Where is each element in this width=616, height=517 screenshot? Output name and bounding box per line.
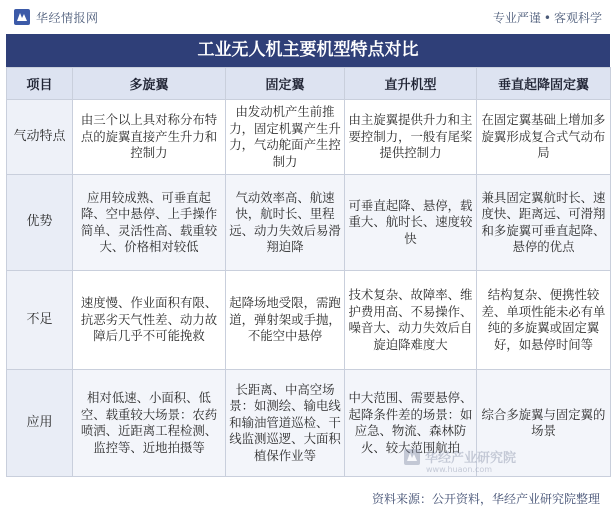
table-cell: 技术复杂、故障率、维护费用高、不易操作、噪音大、动力失效后自旋迫降难度大 bbox=[345, 271, 477, 370]
slogan-separator: • bbox=[543, 11, 551, 25]
table-cell: 由发动机产生前推力，固定机翼产生升力，气动舵面产生控制力 bbox=[226, 100, 345, 175]
table-header-row bbox=[7, 68, 611, 100]
comparison-table bbox=[6, 67, 611, 477]
table-title: 工业无人机主要机型特点对比 bbox=[6, 34, 610, 67]
source-note: 资料来源：公开资料，华经产业研究院整理 bbox=[371, 492, 600, 506]
table-row-aerodynamics bbox=[7, 100, 611, 175]
column-header-fixed-wing: 固定翼 bbox=[226, 68, 345, 100]
row-label: 气动特点 bbox=[7, 100, 73, 175]
row-label: 应用 bbox=[7, 370, 73, 477]
row-label: 优势 bbox=[7, 175, 73, 271]
table-cell: 兼具固定翼航时长、速度快、距离远、可滑翔和多旋翼可垂直起降、悬停的优点 bbox=[477, 175, 611, 271]
watermark-logo-icon bbox=[404, 449, 420, 465]
table-cell: 结构复杂、便携性较差、单项性能未必有单纯的多旋翼或固定翼好，如悬停时间等 bbox=[477, 271, 611, 370]
table-cell: 在固定翼基础上增加多旋翼形成复合式气动布局 bbox=[477, 100, 611, 175]
table-cell: 速度慢、作业面积有限、抗恶劣天气性差、动力故障后几乎不可能挽救 bbox=[73, 271, 226, 370]
watermark bbox=[404, 447, 517, 474]
column-header-helicopter: 直升机型 bbox=[345, 68, 477, 100]
slogan-right: 客观科学 bbox=[553, 11, 602, 25]
watermark-url: www.huaon.com bbox=[426, 465, 493, 474]
table-cell: 气动效率高、航速快，航时长、里程远、动力失效后易滑翔迫降 bbox=[226, 175, 345, 271]
footer bbox=[0, 485, 616, 517]
column-header-multirotor: 多旋翼 bbox=[73, 68, 226, 100]
row-label: 不足 bbox=[7, 271, 73, 370]
slogan bbox=[493, 9, 602, 26]
slogan-left: 专业严谨 bbox=[492, 11, 541, 25]
table-cell: 应用较成熟、可垂直起降、空中悬停、上手操作简单、灵活性高、载重较大、价格相对较低 bbox=[73, 175, 226, 271]
table-row-disadvantages bbox=[7, 271, 611, 370]
table-cell: 由主旋翼提供升力和主要控制力，一般有尾桨提供控制力 bbox=[345, 100, 477, 175]
table-row-advantages bbox=[7, 175, 611, 271]
table-cell: 长距离、中高空场景：如测绘、输电线和输油管道巡检、干线监测巡逻、大面积植保作业等 bbox=[226, 370, 345, 477]
table-cell: 综合多旋翼与固定翼的场景 bbox=[477, 370, 611, 477]
column-header-item: 项目 bbox=[7, 68, 73, 100]
brand-name: 华经情报网 bbox=[36, 11, 99, 25]
table-cell: 起降场地受限，需跑道，弹射架或手抛，不能空中悬停 bbox=[226, 271, 345, 370]
table-cell: 相对低速、小面积、低空、载重较大场景：农药喷洒、近距离工程检测、监控等、近地拍摄等 bbox=[73, 370, 226, 477]
column-header-vtol-fixed-wing: 垂直起降固定翼 bbox=[477, 68, 611, 100]
table-row-applications bbox=[7, 370, 611, 477]
table-cell: 由三个以上具对称分布特点的旋翼直接产生升力和控制力 bbox=[73, 100, 226, 175]
watermark-text: 华经产业研究院 bbox=[425, 451, 517, 466]
table-cell: 中大范围、需要悬停、起降条件差的场景：如应急、物流、森林防火、较大范围航拍 bbox=[345, 370, 477, 477]
brand-logo-icon bbox=[14, 9, 30, 25]
table-cell: 可垂直起降、悬停，载重大、航时长、速度较快 bbox=[345, 175, 477, 271]
top-bar bbox=[0, 0, 616, 34]
